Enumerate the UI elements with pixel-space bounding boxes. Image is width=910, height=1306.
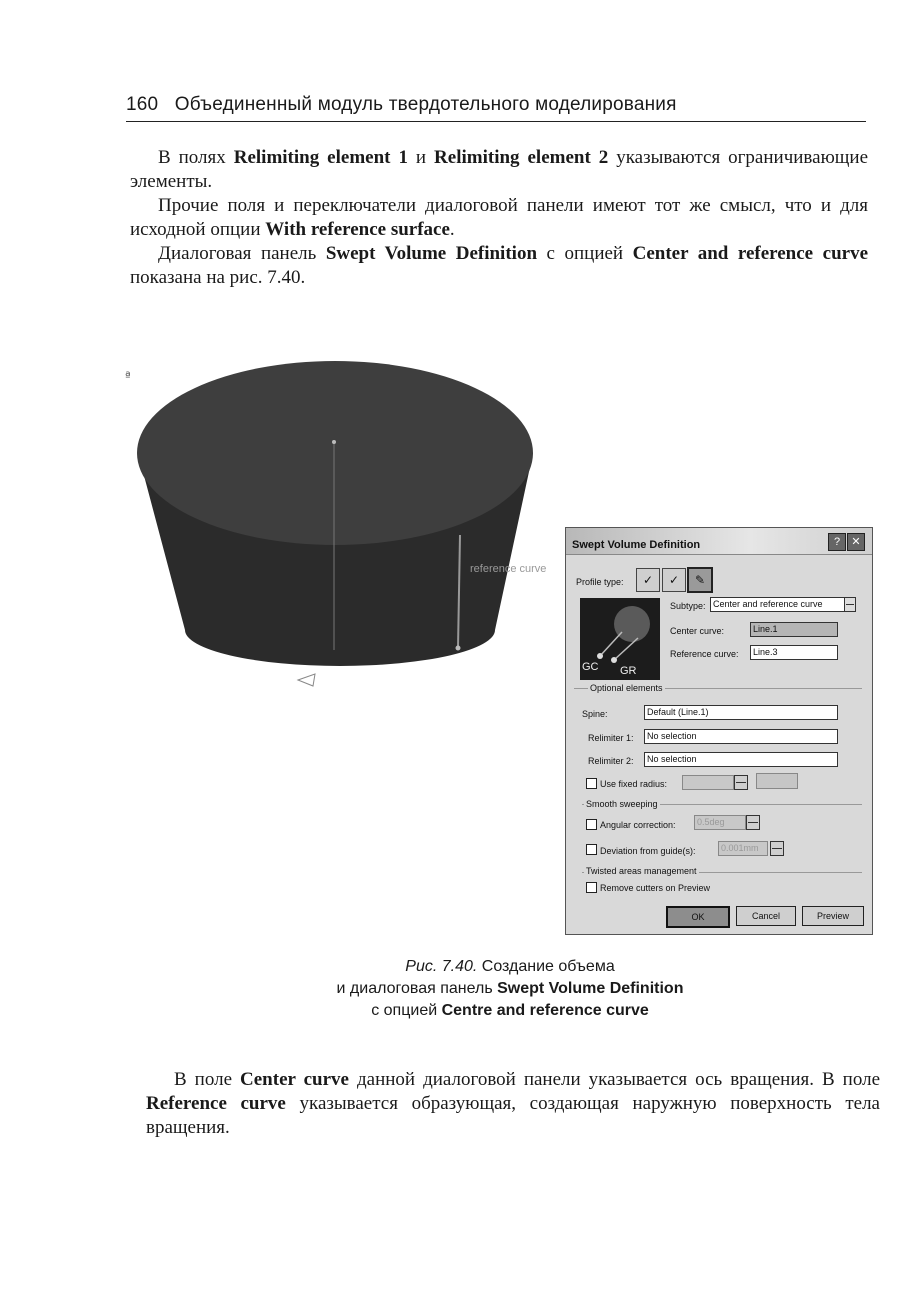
subtype-label: Subtype: — [670, 601, 706, 611]
subtype-select[interactable]: Center and reference curve — [710, 597, 848, 612]
angular-correction-label: Angular correction: — [600, 820, 676, 830]
header-rule — [126, 121, 866, 122]
angular-correction-field[interactable]: 0.5deg — [694, 815, 746, 830]
remove-cutters-label: Remove cutters on Preview — [600, 883, 711, 893]
dialog-title: Swept Volume Definition — [572, 539, 701, 551]
spine-field[interactable]: Default (Line.1) — [644, 705, 838, 720]
relimiter2-label: Relimiter 2: — [588, 756, 634, 766]
remove-cutters-checkbox[interactable] — [586, 882, 597, 893]
paragraph: Диалоговая панель Swept Volume Definition с опцией Center and reference curve показана на рис. 7.40. — [130, 243, 869, 288]
chapter-title: Объединенный модуль твердотельного моделирования — [174, 94, 677, 115]
twisted-areas-label: Twisted areas management — [586, 866, 697, 876]
margin-mark: ª — [125, 369, 131, 383]
relimiter1-label: Relimiter 1: — [588, 733, 634, 743]
running-header — [126, 94, 866, 116]
close-icon[interactable]: ✕ — [847, 533, 865, 551]
deviation-field[interactable]: 0.001mm — [718, 841, 768, 856]
profile-line-button[interactable]: ✓ — [662, 568, 686, 592]
use-fixed-radius-checkbox[interactable] — [586, 778, 597, 789]
relimiter1-field[interactable]: No selection — [644, 729, 838, 744]
center-curve-label: Center curve: — [670, 626, 725, 636]
cancel-button[interactable]: Cancel — [736, 906, 796, 926]
model-top-face — [137, 361, 533, 545]
smooth-sweeping-label: Smooth sweeping — [586, 799, 658, 809]
help-icon[interactable]: ? — [828, 533, 846, 551]
spine-label: Spine: — [582, 709, 608, 719]
reference-curve-field[interactable]: Line.3 — [750, 645, 838, 660]
paragraph: Прочие поля и переключатели диалоговой панели имеют тот же смысл, что и для исходной опции With reference surface. — [130, 195, 868, 240]
deviation-checkbox[interactable] — [586, 844, 597, 855]
preview-button[interactable]: Preview — [802, 906, 864, 926]
top-text-block — [130, 146, 868, 290]
reference-curve-label: Reference curve: — [670, 649, 739, 659]
paragraph: В полях Relimiting element 1 и Relimiting element 2 указываются ограничивающие элементы. — [130, 147, 869, 192]
ok-button[interactable]: OK — [666, 906, 730, 928]
caption-line-3: с опцией Centre and reference curve — [371, 1002, 649, 1019]
relimiter2-field[interactable]: No selection — [644, 752, 838, 767]
paragraph: В поле Center curve данной диалоговой панели указывается ось вращения. В поле Reference curve указывается образующая, создающая наружную поверхность тела вращения. — [146, 1069, 881, 1138]
bottom-text-block — [146, 1068, 880, 1140]
axis-triad-icon — [298, 674, 315, 686]
profile-type-label: Profile type: — [576, 577, 624, 587]
angular-correction-checkbox[interactable] — [586, 819, 597, 830]
center-point — [332, 440, 336, 444]
profile-explicit-button[interactable]: ✓ — [636, 568, 660, 592]
deviation-label: Deviation from guide(s): — [600, 846, 696, 856]
deviation-spinner[interactable] — [770, 841, 784, 856]
page-number: 160 — [126, 94, 159, 115]
angular-correction-spinner[interactable] — [746, 815, 760, 830]
use-fixed-radius-label: Use fixed radius: — [600, 779, 668, 789]
figure-caption — [300, 956, 720, 1022]
fixed-radius-spinner[interactable] — [734, 775, 748, 790]
caption-line-1: Рис. 7.40. Создание объема — [405, 958, 615, 975]
profile-circle-button[interactable]: ✎ — [687, 567, 713, 593]
dialog-titlebar[interactable] — [566, 528, 872, 555]
gc-label: GC — [582, 661, 599, 673]
gr-label: GR — [620, 665, 637, 677]
center-curve-field[interactable]: Line.1 — [750, 622, 838, 637]
optional-elements-label: Optional elements — [590, 683, 663, 693]
law-button[interactable] — [756, 773, 798, 789]
reference-curve-label: reference curve — [470, 563, 547, 575]
swept-volume-model — [130, 330, 550, 700]
fixed-radius-field[interactable] — [682, 775, 734, 790]
swept-volume-dialog — [565, 527, 873, 935]
chevron-down-icon[interactable] — [844, 597, 856, 612]
profile-preview-image — [580, 598, 660, 680]
caption-line-2: и диалоговая панель Swept Volume Definition — [336, 980, 684, 997]
reference-point — [456, 646, 461, 651]
